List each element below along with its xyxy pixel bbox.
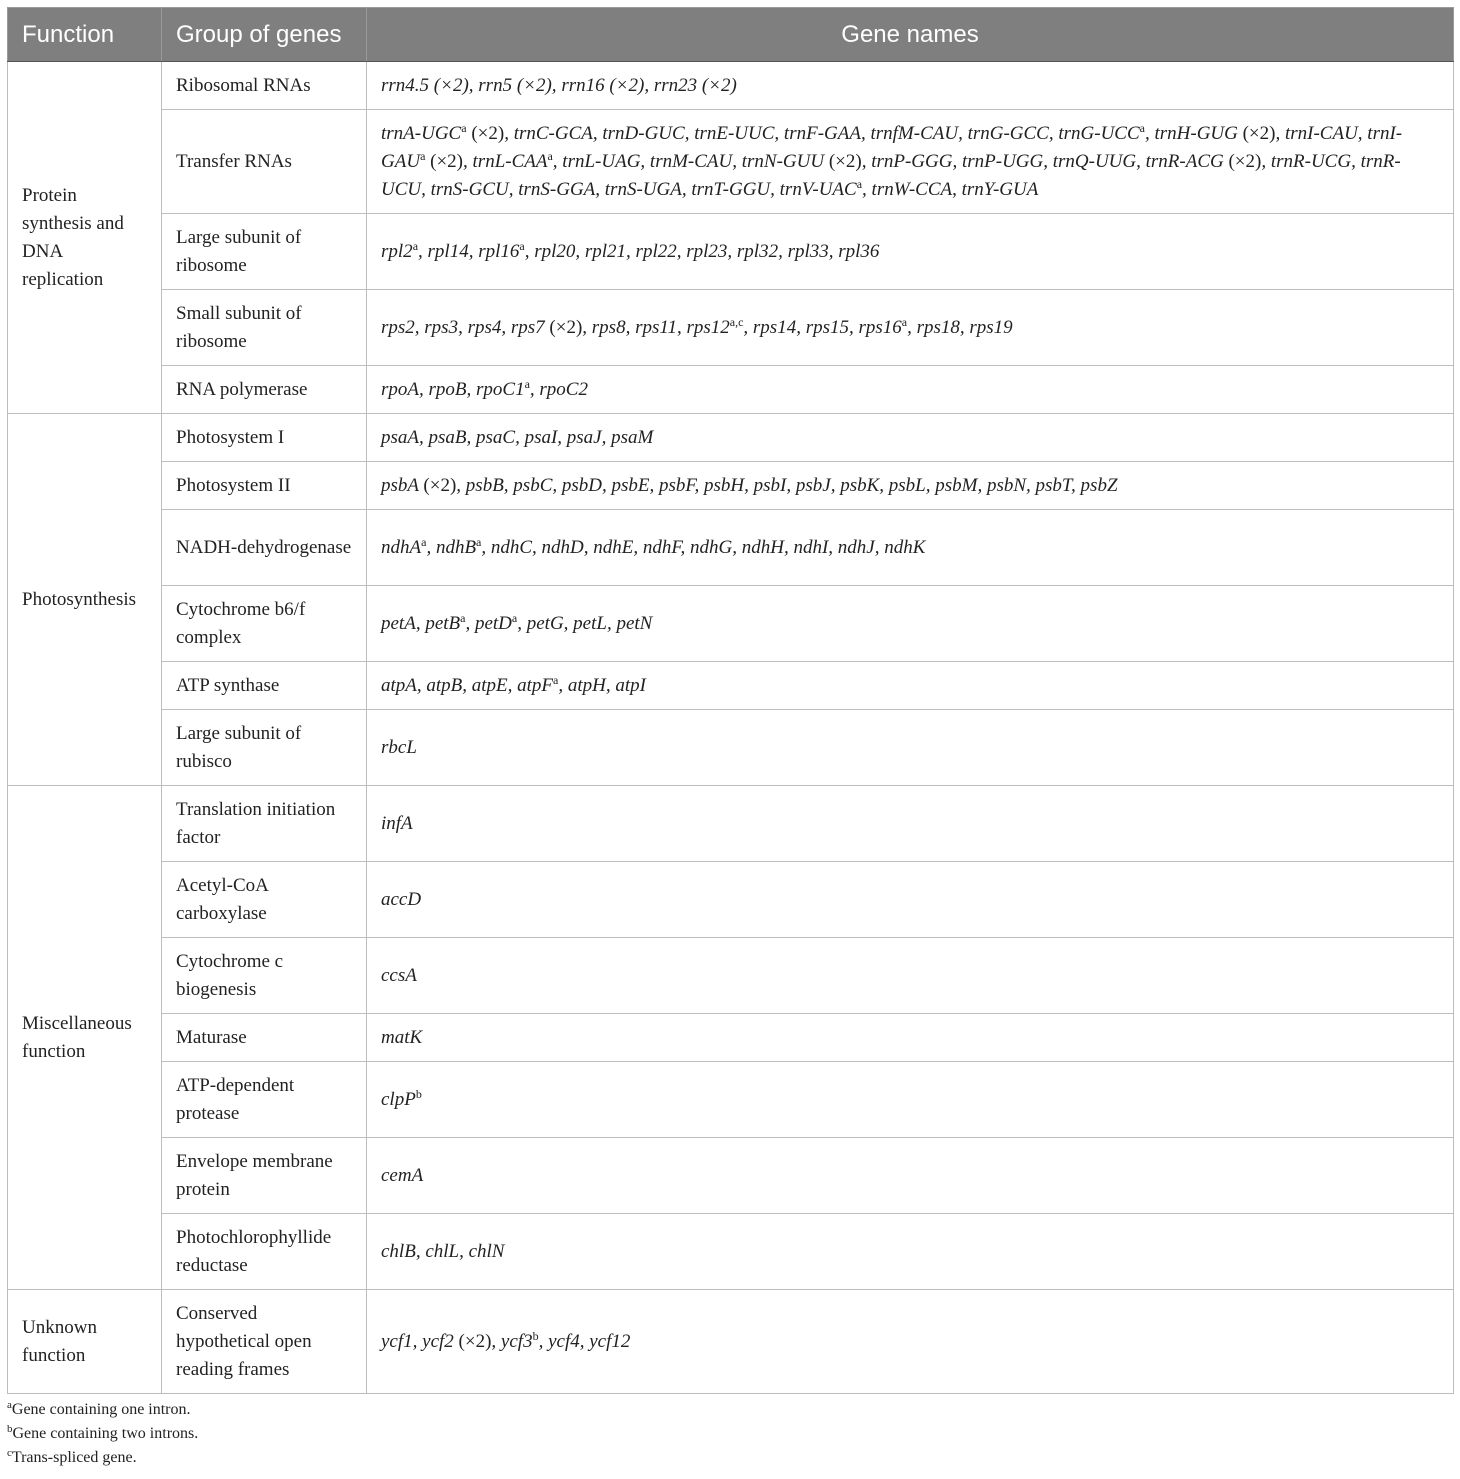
footnote-text: Trans-spliced gene. [11,1449,137,1466]
gene-names-cell: cemA [367,1138,1454,1214]
table-row [8,1214,1454,1290]
gene-names-cell: infA [367,786,1454,862]
table-row [8,214,1454,290]
table-row [8,462,1454,510]
footnote [7,1446,198,1470]
gene-names-cell: ccsA [367,938,1454,1014]
group-cell: Conserved hypothetical open reading frames [162,1290,367,1394]
gene-names-cell: accD [367,862,1454,938]
table-row [8,1138,1454,1214]
gene-names-cell: rpoA, rpoB, rpoC1$^a$, rpoC2 [367,366,1454,414]
gene-names-cell: ycf1, ycf2 (×2), ycf3$^b$, ycf4, ycf12 [367,1290,1454,1394]
group-cell: RNA polymerase [162,366,367,414]
function-cell: Miscellaneous function [8,786,162,1290]
group-cell: Envelope membrane protein [162,1138,367,1214]
group-cell: ATP-dependent protease [162,1062,367,1138]
group-cell: Small subunit of ribosome [162,290,367,366]
group-cell: Cytochrome b6/f complex [162,586,367,662]
gene-names-cell: rbcL [367,710,1454,786]
table-row [8,414,1454,462]
group-cell: Acetyl-CoA carboxylase [162,862,367,938]
gene-names-cell: chlB, chlL, chlN [367,1214,1454,1290]
table-row [8,510,1454,586]
table-row [8,1290,1454,1394]
group-cell: Photosystem I [162,414,367,462]
gene-names-cell: clpP$^b$ [367,1062,1454,1138]
table-row [8,586,1454,662]
table-row [8,290,1454,366]
gene-table [7,7,1454,1394]
header-gene-names: Gene names [367,8,1454,62]
function-cell: Photosynthesis [8,414,162,786]
footnote-text: Gene containing two introns. [12,1425,199,1442]
gene-names-cell: atpA, atpB, atpE, atpF$^a$, atpH, atpI [367,662,1454,710]
footnotes [7,1398,198,1470]
table-row [8,786,1454,862]
table-row [8,662,1454,710]
group-cell: Photosystem II [162,462,367,510]
function-cell: Protein synthesis and DNA replication [8,62,162,414]
table-body [8,62,1454,1394]
gene-names-cell: rpl2$^a$, rpl14, rpl16$^a$, rpl20, rpl21, rpl22, rpl23, rpl32, rpl33, rpl36 [367,214,1454,290]
gene-names-cell: psaA, psaB, psaC, psaI, psaJ, psaM [367,414,1454,462]
function-cell: Unknown function [8,1290,162,1394]
table-row [8,1062,1454,1138]
table-row [8,62,1454,110]
footnote-mark: c [7,1447,12,1459]
table-row [8,110,1454,214]
group-cell: NADH-dehydrogenase [162,510,367,586]
gene-names-cell: rps2, rps3, rps4, rps7 (×2), rps8, rps11, rps12$^{a,c}$, rps14, rps15, rps16$^a$, rps18, rps19 [367,290,1454,366]
table-row [8,366,1454,414]
table-row [8,710,1454,786]
footnote-mark: b [7,1423,13,1435]
footnote-mark: a [7,1399,12,1411]
gene-names-cell: trnA-UGC$^a$ (×2), trnC-GCA, trnD-GUC, trnE-UUC, trnF-GAA, trnfM-CAU, trnG-GCC, trnG-UCC$^a$, trnH-GUG (×2), trnI-CAU, trnI-GAU$^a$ (×2), trnL-CAA$^a$, trnL-UAG, trnM-CAU, trnN-GUU (×2), trnP-GGG, trnP-UGG, trnQ-UUG, trnR-ACG (×2), trnR-UCG, trnR-UCU, trnS-GCU, trnS-GGA, trnS-UGA, trnT-GGU, trnV-UAC$^a$, trnW-CCA, trnY-GUA [367,110,1454,214]
group-cell: ATP synthase [162,662,367,710]
table-row [8,938,1454,1014]
gene-names-cell: psbA (×2), psbB, psbC, psbD, psbE, psbF, psbH, psbI, psbJ, psbK, psbL, psbM, psbN, psbT, psbZ [367,462,1454,510]
group-cell: Translation initiation factor [162,786,367,862]
gene-names-cell: matK [367,1014,1454,1062]
footnote [7,1422,198,1446]
group-cell: Cytochrome c biogenesis [162,938,367,1014]
group-cell: Ribosomal RNAs [162,62,367,110]
header-function: Function [8,8,162,62]
group-cell: Large subunit of ribosome [162,214,367,290]
group-cell: Photochlorophyllide reductase [162,1214,367,1290]
table-row [8,862,1454,938]
group-cell: Large subunit of rubisco [162,710,367,786]
footnote [7,1398,198,1422]
gene-names-cell: petA, petB$^a$, petD$^a$, petG, petL, petN [367,586,1454,662]
group-cell: Maturase [162,1014,367,1062]
header-group: Group of genes [162,8,367,62]
gene-names-cell: rrn4.5 (×2), rrn5 (×2), rrn16 (×2), rrn23 (×2) [367,62,1454,110]
gene-names-cell: ndhA$^a$, ndhB$^a$, ndhC, ndhD, ndhE, ndhF, ndhG, ndhH, ndhI, ndhJ, ndhK [367,510,1454,586]
table-header [8,8,1454,62]
footnote-text: Gene containing one intron. [11,1401,191,1418]
group-cell: Transfer RNAs [162,110,367,214]
table-row [8,1014,1454,1062]
